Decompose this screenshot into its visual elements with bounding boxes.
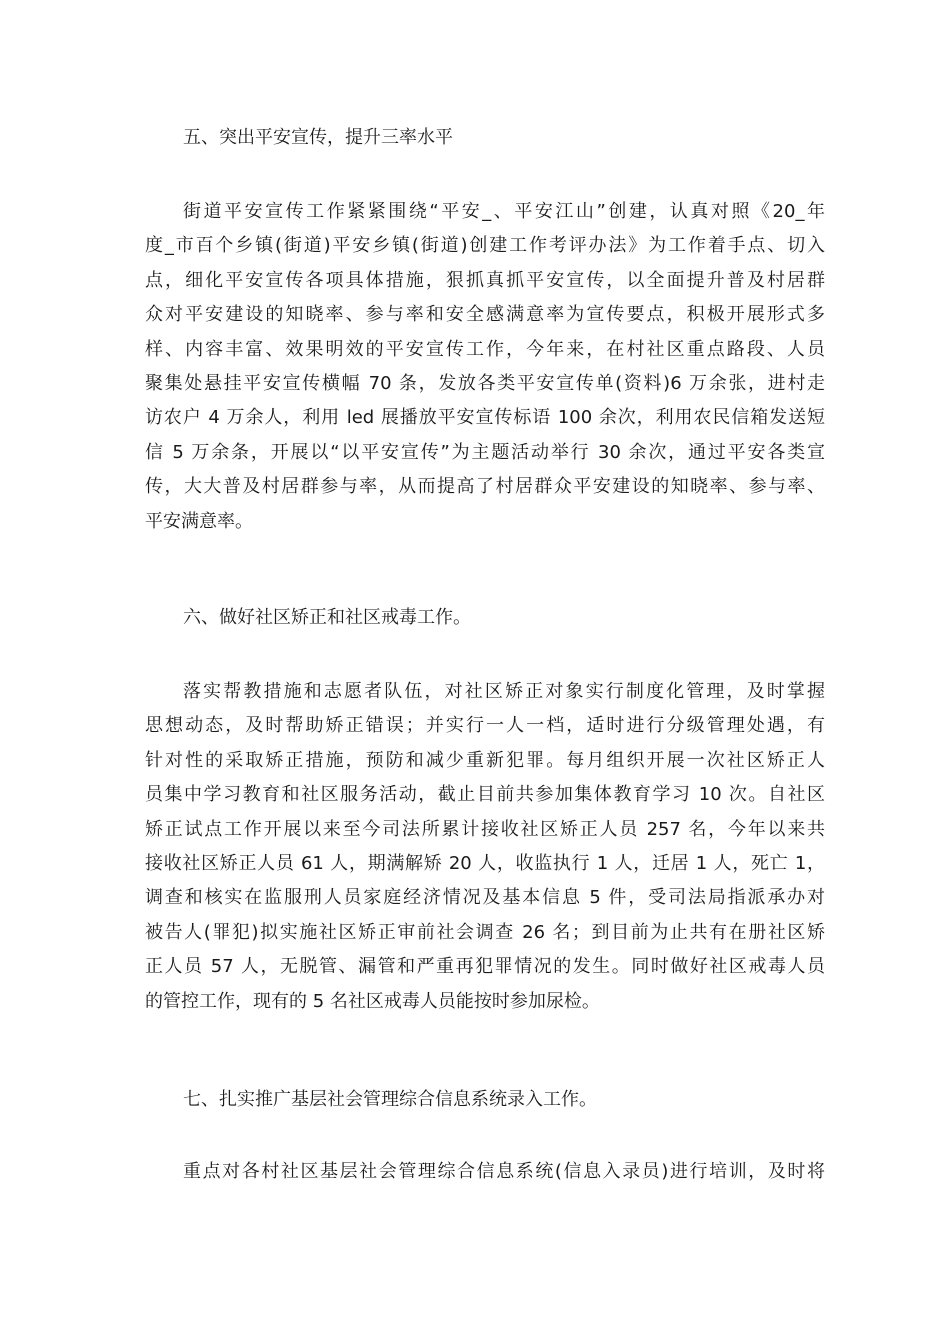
paragraph-line: 员集中学习教育和社区服务活动，截止目前共参加集体教育学习 10 次。自社区 [145,784,825,806]
paragraph-line: 众对平安建设的知晓率、参与率和安全感满意率为宣传要点，积极开展形式多 [145,304,825,326]
paragraph-line: 被告人(罪犯)拟实施社区矫正审前社会调查 26 名；到目前为止共有在册社区矫 [145,921,825,943]
paragraph-line: 传，大大普及村居群参与率，从而提高了村居群众平安建设的知晓率、参与率、 [145,476,825,498]
paragraph-line: 正人员 57 人，无脱管、漏管和严重再犯罪情况的发生。同时做好社区戒毒人员 [145,956,825,978]
paragraph-line: 的管控工作，现有的 5 名社区戒毒人员能按时参加尿检。 [145,990,600,1012]
paragraph-line: 聚集处悬挂平安宣传横幅 70 条，发放各类平安宣传单(资料)6 万余张，进村走 [145,372,825,394]
section-heading: 七、扎实推广基层社会管理综合信息系统录入工作。 [183,1089,597,1110]
paragraph-line: 街道平安宣传工作紧紧围绕“平安_、平安江山”创建，认真对照《20_年 [183,201,825,222]
paragraph-line: 思想动态，及时帮助矫正错误；并实行一人一档，适时进行分级管理处遇，有 [145,715,825,737]
paragraph-line: 访农户 4 万余人，利用 led 展播放平安宣传标语 100 余次，利用农民信箱发送短 [145,407,825,429]
section-paragraph [145,1155,825,1189]
paragraph-line: 样、内容丰富、效果明效的平安宣传工作，今年来，在村社区重点路段、人员 [145,338,825,360]
section-heading: 六、做好社区矫正和社区戒毒工作。 [183,607,471,628]
paragraph-line: 矫正试点工作开展以来至今司法所累计接收社区矫正人员 257 名，今年以来共 [145,818,825,840]
paragraph-line: 落实帮教措施和志愿者队伍，对社区矫正对象实行制度化管理，及时掌握 [183,681,825,702]
paragraph-line: 针对性的采取矫正措施，预防和减少重新犯罪。每月组织开展一次社区矫正人 [145,749,825,771]
paragraph-line: 平安满意率。 [145,510,253,532]
paragraph-line: 点，细化平安宣传各项具体措施，狠抓真抓平安宣传，以全面提升普及村居群 [145,269,825,291]
paragraph-line: 度_市百个乡镇(街道)平安乡镇(街道)创建工作考评办法》为工作着手点、切入 [145,235,825,257]
paragraph-line: 重点对各村社区基层社会管理综合信息系统(信息入录员)进行培训，及时将 [183,1161,825,1182]
section-paragraph [145,675,825,1019]
paragraph-line: 接收社区矫正人员 61 人，期满解矫 20 人，收监执行 1 人，迁居 1 人，死亡 1， [145,852,825,874]
paragraph-line: 调查和核实在监服刑人员家庭经济情况及基本信息 5 件，受司法局指派承办对 [145,887,825,909]
section-paragraph [145,195,825,539]
section-heading: 五、突出平安宣传，提升三率水平 [183,127,453,148]
paragraph-line: 信 5 万余条，开展以“以平安宣传”为主题活动举行 30 余次，通过平安各类宣 [145,441,825,463]
